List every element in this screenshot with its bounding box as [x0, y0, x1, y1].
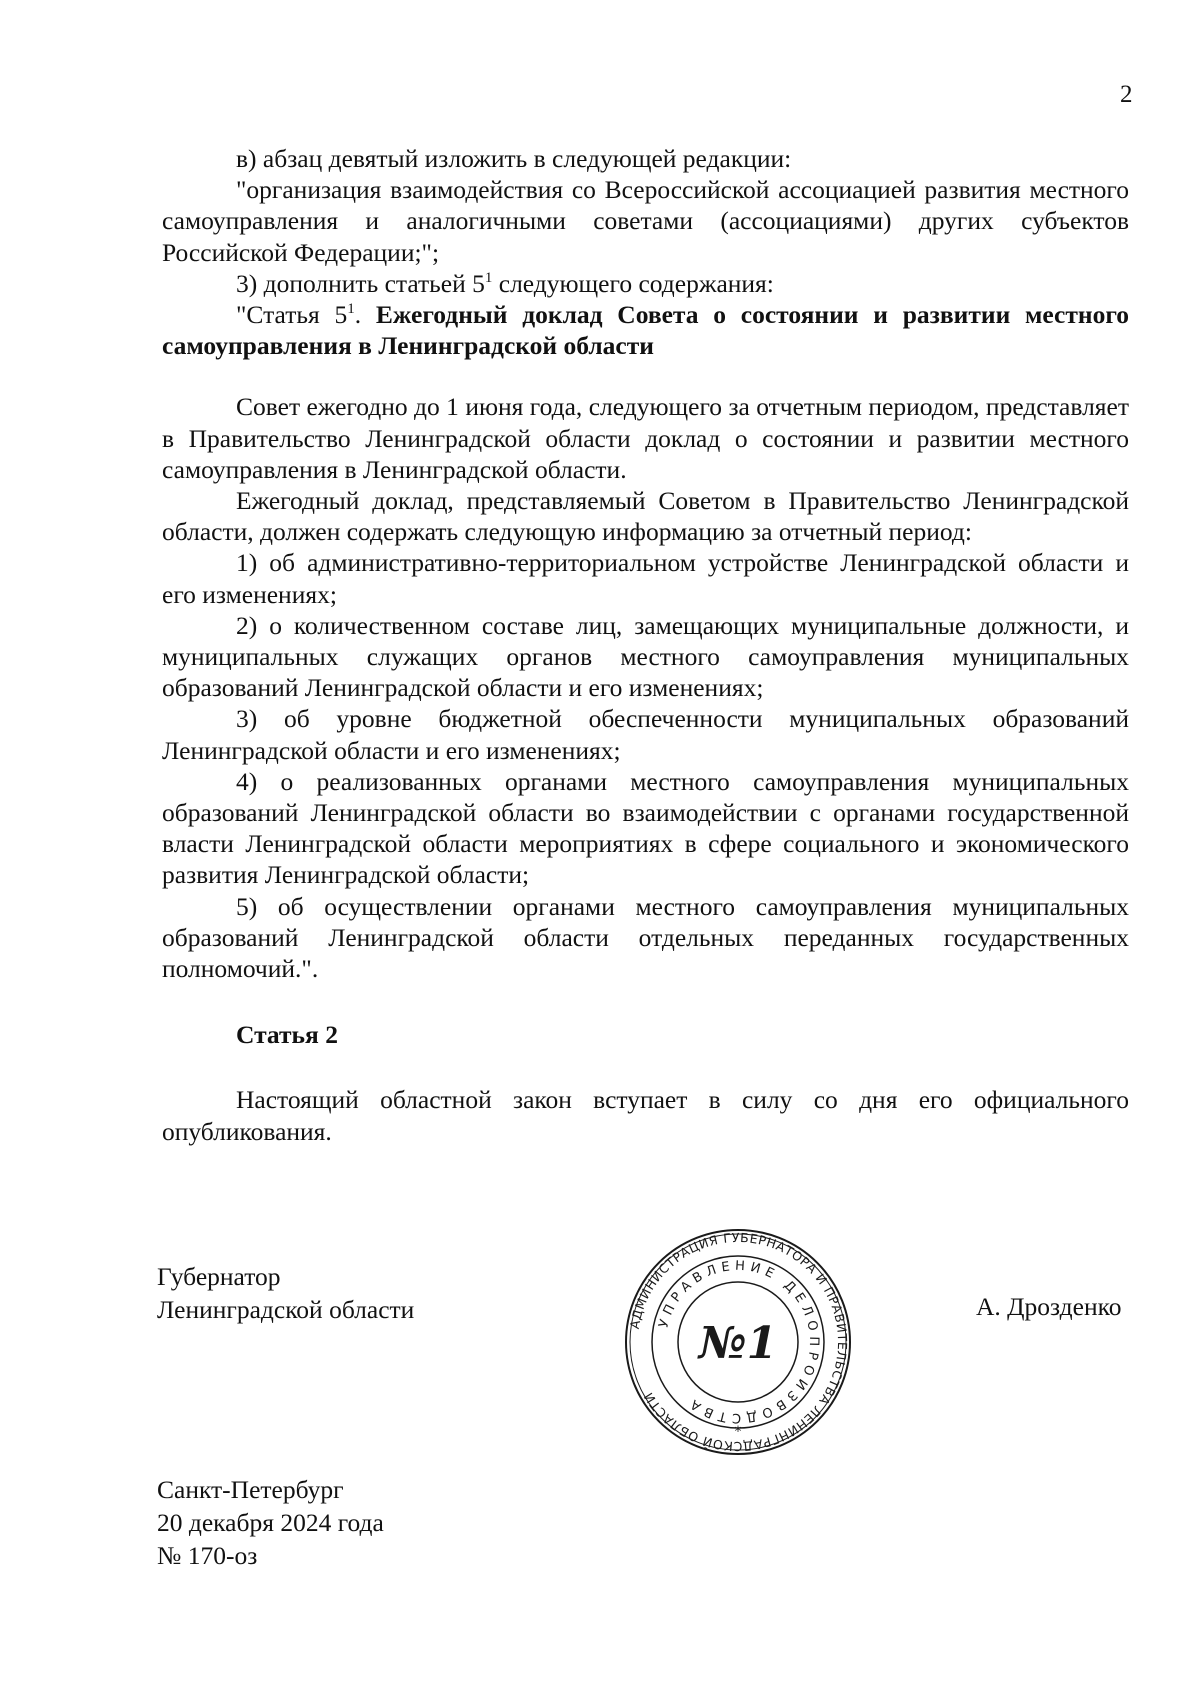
- text-fragment: следующего содержания:: [492, 268, 774, 298]
- paragraph: "организация взаимодействия со Всероссийской ассоциацией развития местного самоуправления и аналогичными советами (ассоциациями) других субъектов Российской Федерации;";: [162, 175, 1129, 267]
- paragraph: Настоящий областной закон вступает в силу со дня его официального опубликования.: [162, 1085, 1129, 1146]
- list-item: 5) об осуществлении органами местного самоуправления муниципальных образований Ленинградской области отдельных переданных государственных полномочий.".: [162, 891, 1129, 984]
- document-body: [162, 143, 1129, 1147]
- article-title: Ежегодный доклад Совета о состоянии и развитии местного самоуправления в Ленинградской области: [162, 300, 1130, 361]
- signatory-name: А. Дрозденко: [976, 1292, 1122, 1321]
- paragraph: Ежегодный доклад, представляемый Советом в Правительство Ленинградской области, должен содержать следующую информацию за отчетный период:: [162, 486, 1129, 547]
- date-of-signing: 20 декабря 2024 года: [157, 1508, 384, 1537]
- list-item: 1) об административно-территориальном устройстве Ленинградской области и его изменениях;: [162, 548, 1129, 609]
- text-fragment: "Статья 5: [236, 300, 348, 330]
- article-5-1-heading: [162, 299, 1129, 361]
- signatory-title-line: Губернатор: [157, 1262, 281, 1291]
- list-item: 2) о количественном составе лиц, замещающих муниципальные должности, и муниципальных служащих органов местного самоуправления муниципальных образований Ленинградской области и его изменениях;: [162, 610, 1129, 703]
- signatory-title: [157, 1260, 414, 1326]
- seal-center-number: №1: [698, 1318, 778, 1369]
- list-item: 4) о реализованных органами местного самоуправления муниципальных образований Ленинградской области во взаимодействии с органами государственной власти Ленинградской области мероприятиях в сфере социального и экономического развития Ленинградской области;: [162, 766, 1129, 890]
- article-2-heading: Статья 2: [236, 1020, 338, 1050]
- signatory-title-line: Ленинградской области: [157, 1295, 415, 1324]
- text-fragment: 3) дополнить статьей 5: [236, 268, 485, 298]
- document-footer: [157, 1473, 384, 1572]
- seal-inner-text: УПРАВЛЕНИЕ ДЕЛОПРОИЗВОДСТВА: [656, 1258, 822, 1426]
- official-seal: [624, 1228, 852, 1456]
- list-item: 3) об уровне бюджетной обеспеченности муниципальных образований Ленинградской области и его изменениях;: [162, 704, 1129, 765]
- seal-star: *: [734, 1424, 742, 1440]
- page-number: 2: [1120, 81, 1133, 108]
- seal-outer-text: АДМИНИСТРАЦИЯ ГУБЕРНАТОРА И ПРАВИТЕЛЬСТВА ЛЕНИНГРАДСКОЙ ОБЛАСТИ: [626, 1229, 851, 1455]
- paragraph: Совет ежегодно до 1 июня года, следующего за отчетным периодом, представляет в Правительство Ленинградской области доклад о состоянии и развитии местного самоуправления в Ленинградской области.: [162, 392, 1129, 484]
- place-of-signing: Санкт-Петербург: [157, 1475, 344, 1504]
- law-number: № 170-оз: [157, 1541, 258, 1570]
- superscript: 1: [484, 269, 493, 286]
- paragraph: в) абзац девятый изложить в следующей редакции:: [236, 144, 792, 173]
- superscript: 1: [347, 301, 355, 318]
- paragraph: [162, 268, 1129, 299]
- text-fragment: .: [354, 300, 376, 330]
